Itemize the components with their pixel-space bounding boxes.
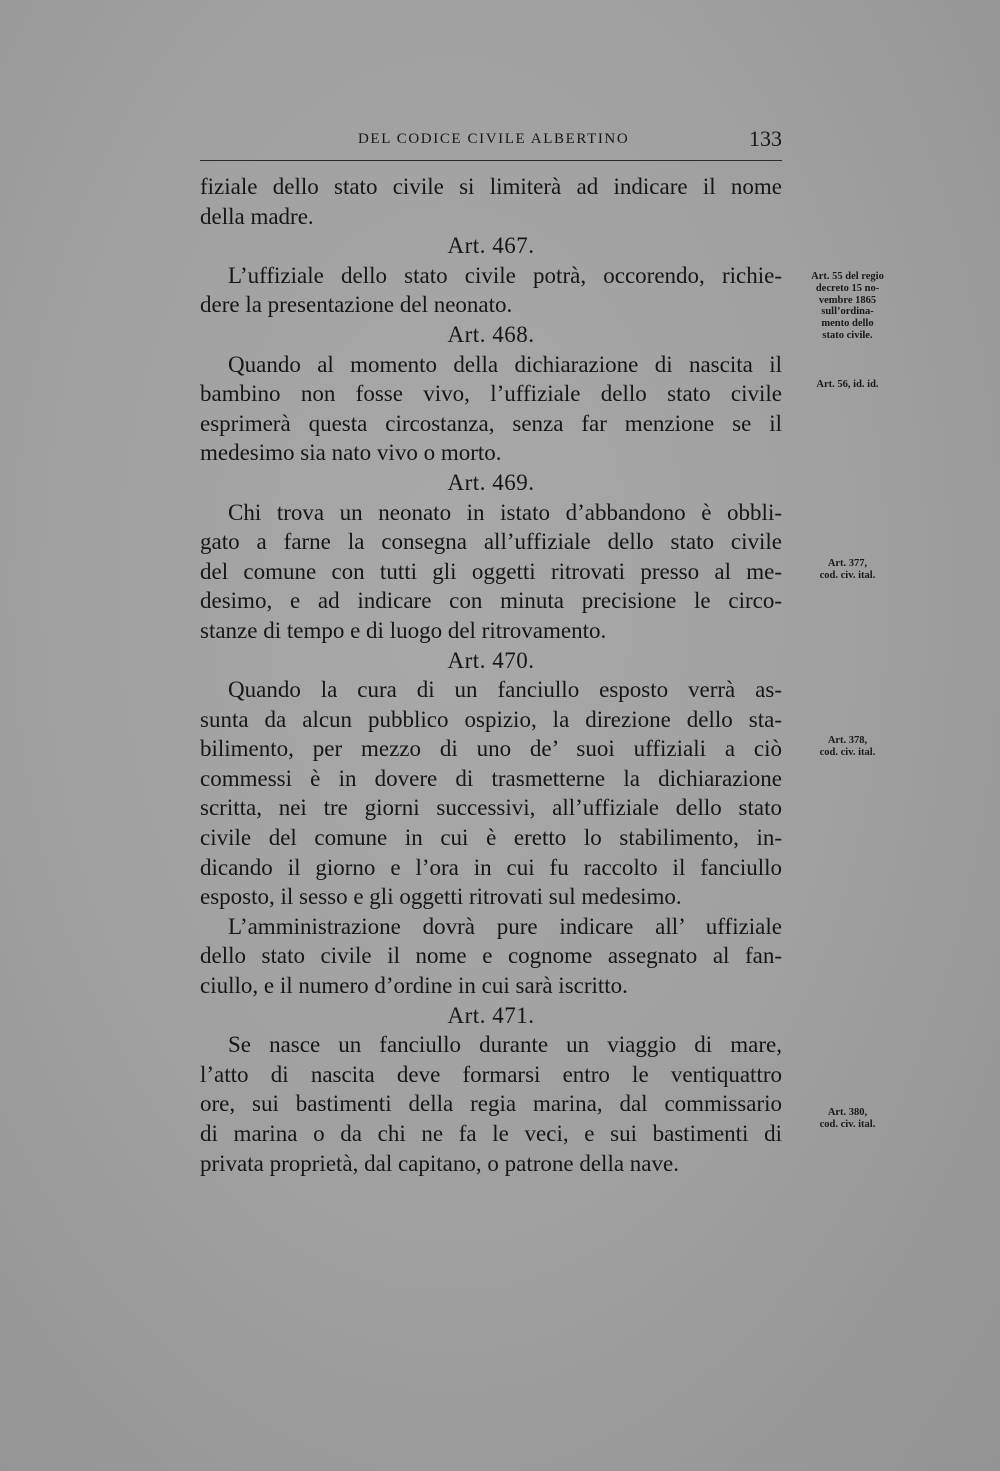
text-line: medesimo sia nato vivo o morto. [200,440,502,466]
text-line: civile del comune in cui è eretto lo stabilimento, in- [200,825,782,851]
text-line: dello stato civile il nome e cognome assegnato al fan- [200,943,782,969]
margin-note-line: cod. civ. ital. [819,746,876,758]
margin-note-line: Art. 56, id. id. [816,379,879,390]
margin-note-line: Art. 378, [827,735,868,746]
margin-note-line: cod. civ. ital. [819,569,876,581]
page-header [200,126,782,161]
text-line: scritta, nei tre giorni successivi, all’uffiziale dello stato [200,795,782,821]
text-line: desimo, e ad indicare con minuta precisione le circo- [200,588,782,614]
margin-note-line: Art. 55 del regio [811,271,884,282]
margin-note-line: vembre 1865 [818,294,877,306]
margin-note-art-377 [790,558,905,582]
article-heading: Art. 471. [447,1002,535,1028]
margin-note-line: sull’ordina- [821,306,874,318]
text-line: fiziale dello stato civile si limiterà ad indicare il nome [200,174,782,199]
margin-note-line: decreto 15 no- [815,282,880,294]
text-line: ore, sui bastimenti della regia marina, dal commissario [200,1091,782,1117]
text-line: stanze di tempo e di luogo del ritrovamento. [200,617,607,643]
text-line: L’uffiziale dello stato civile potrà, occorendo, richie- [228,262,782,288]
text-line: esprimerà questa circostanza, senza far menzione se il [200,410,782,436]
margin-note-line: stato civile. [822,329,873,341]
text-line: gato a farne la consegna all’uffiziale dello stato civile [200,529,782,555]
margin-note-art-380 [790,1107,905,1131]
text-line: ciullo, e il numero d’ordine in cui sarà iscritto. [200,973,628,999]
margin-note-line: Art. 377, [827,558,868,569]
margin-note-line: mento dello [821,318,874,330]
article-heading: Art. 469. [447,469,535,495]
text-line: esposto, il sesso e gli oggetti ritrovati sul medesimo. [200,884,682,910]
text-line: privata proprietà, dal capitano, o patrone della nave. [200,1150,679,1176]
text-line: bambino non fosse vivo, l’uffiziale dello stato civile [200,381,782,407]
text-line: Quando la cura di un fanciullo esposto verrà as- [228,677,782,703]
text-line: dere la presentazione del neonato. [200,292,513,318]
article-heading: Art. 467. [447,233,535,259]
margin-note-line: cod. civ. ital. [819,1118,876,1130]
text-line: bilimento, per mezzo di uno de’ suoi uffiziali a ciò [200,736,782,762]
text-line: Se nasce un fanciullo durante un viaggio di mare, [228,1032,782,1058]
text-line: l’atto di nascita deve formarsi entro le ventiquattro [200,1061,782,1087]
text-line: di marina o da chi ne fa le veci, e sui bastimenti di [200,1121,782,1146]
article-heading: Art. 468. [447,321,535,347]
text-line: dicando il giorno e l’ora in cui fu raccolto il fanciullo [200,854,782,880]
margin-note-line: Art. 380, [827,1107,868,1118]
body-text [200,172,782,1178]
margin-note-art-56 [790,379,905,391]
margin-note-art-378 [790,735,905,759]
running-head: DEL CODICE CIVILE ALBERTINO [358,131,630,147]
text-line: L’amministrazione dovrà pure indicare all’ uffiziale [228,913,782,939]
text-line: commessi è in dovere di trasmetterne la dichiarazione [200,765,782,791]
text-line: sunta da alcun pubblico ospizio, la direzione dello sta- [200,706,782,732]
text-line: Quando al momento della dichiarazione di nascita il [228,351,782,377]
text-line: Chi trova un neonato in istato d’abbandono è obbli- [228,499,782,525]
text-line: della madre. [200,203,314,229]
article-heading: Art. 470. [447,647,535,673]
margin-note-art-55 [790,271,905,342]
text-line: del comune con tutti gli oggetti ritrovati presso al me- [200,558,782,584]
page-number: 133 [749,126,782,151]
